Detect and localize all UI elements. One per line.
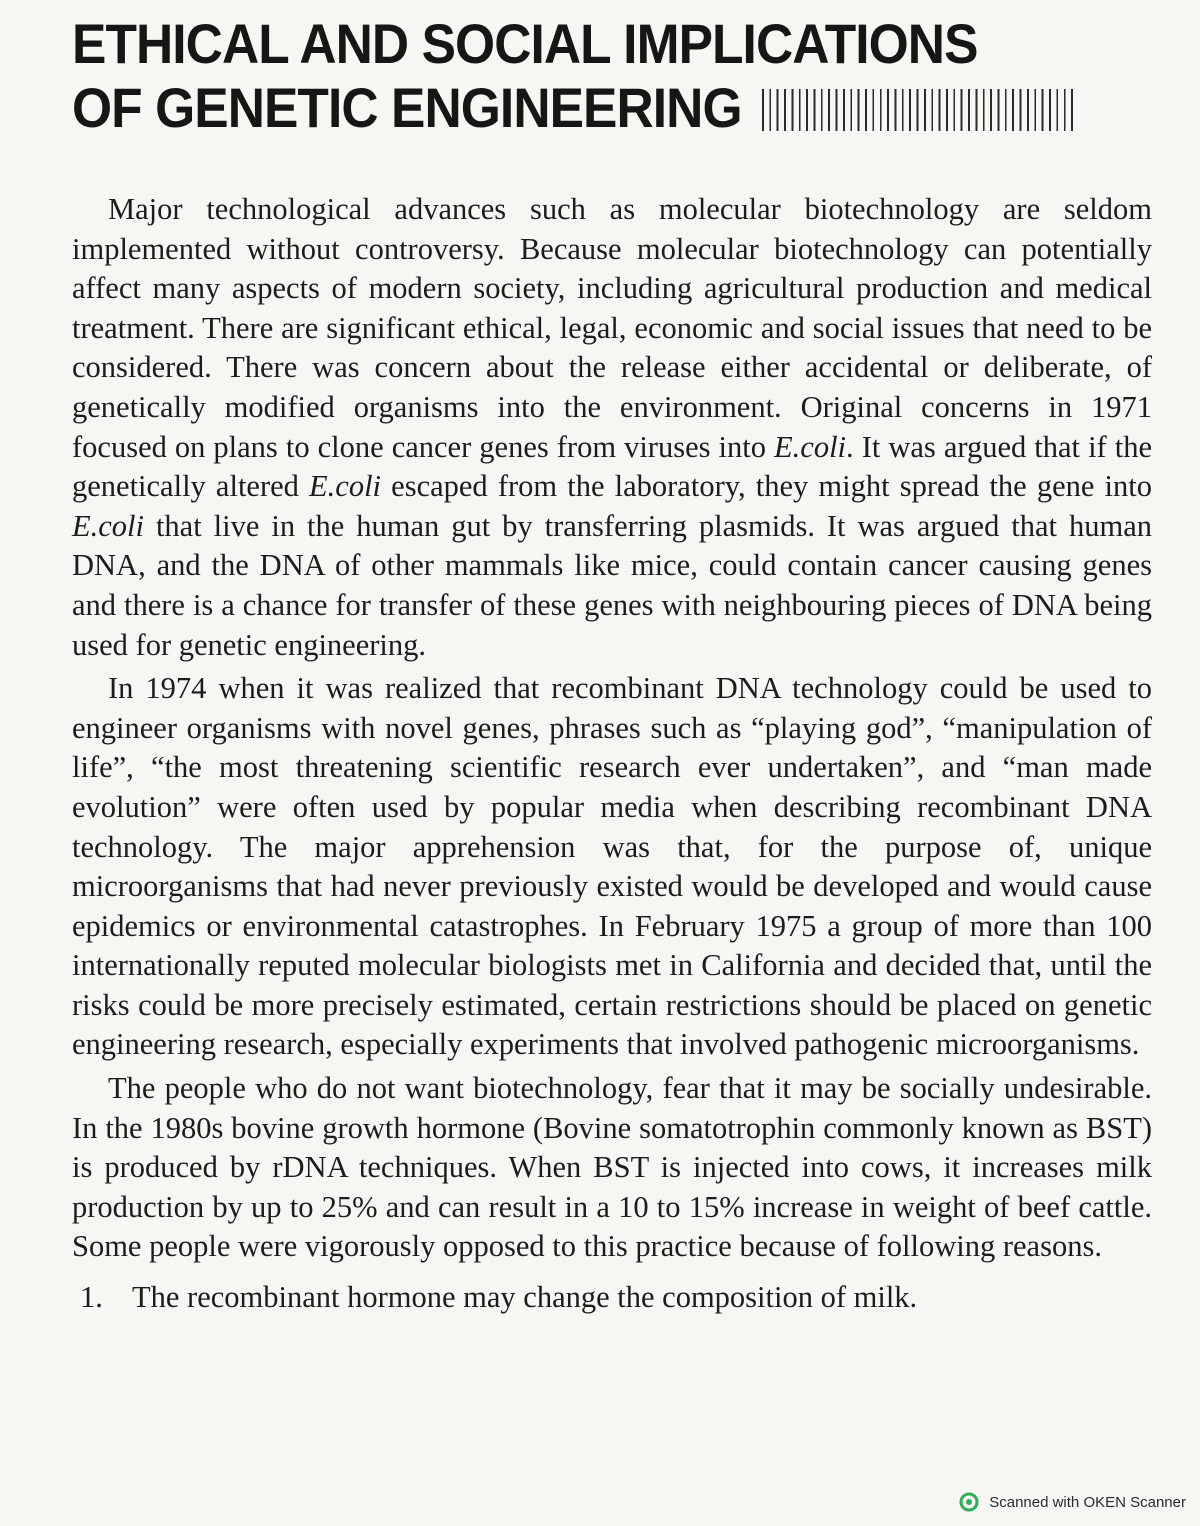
- watermark-text: Scanned with OKEN Scanner: [989, 1493, 1186, 1511]
- species-name: E.coli: [309, 469, 382, 504]
- paragraph-1-part-2: . It was argued that if the genetically altered: [72, 429, 1152, 504]
- title-line-2: OF GENETIC ENGINEERING: [72, 76, 742, 139]
- section-title: [72, 12, 1075, 140]
- list-item-number: 1.: [80, 1280, 103, 1315]
- paragraph-2: In 1974 when it was realized that recombinant DNA technology could be used to engineer organisms with novel genes, phrases such as “playing god”, “manipulation of life”, “the most threatening scientific research ever undertaken”, and “man made evolution” were often used by popular media when describing recombinant DNA technology. The major apprehension was that, for the purpose of, unique microorganisms that had never previously existed would be developed and would cause epidemics or environmental catastrophes. In February 1975 a group of more than 100 internationally reputed molecular biologists met in California and decided that, until the risks could be more precisely estimated, certain restrictions should be placed on genetic engineering research, especially experiments that involved pathogenic microorganisms.: [72, 671, 1152, 1062]
- list-item: [72, 1277, 1152, 1317]
- paragraph-1-part-4: that live in the human gut by transferring plasmids. It was argued that human DNA, and the DNA of other mammals like mice, could contain cancer causing genes and there is a chance for transfer of these genes with neighbouring pieces of DNA being used for genetic engineering.: [72, 508, 1152, 662]
- title-line-2-row: [72, 76, 1075, 140]
- title-line-1: ETHICAL AND SOCIAL IMPLICATIONS: [72, 12, 978, 75]
- paragraph-3: The people who do not want biotechnology, fear that it may be socially undesirable. In the 1980s bovine growth hormone (Bovine somatotrophin commonly known as BST) is produced by rDNA techniques. When BST is injected into cows, it increases milk production by up to 25% and can result in a 10 to 15% increase in weight of beef cattle. Some people were vigorously opposed to this practice because of following reasons.: [72, 1071, 1152, 1264]
- decorative-bars: [762, 89, 1075, 131]
- scanner-watermark: [959, 1492, 1186, 1512]
- species-name: E.coli: [72, 508, 144, 543]
- scanner-logo-icon: [959, 1492, 979, 1512]
- species-name: E.coli: [774, 429, 847, 464]
- paragraph-1-part-1: Major technological advances such as molecular biotechnology are seldom implemented without controversy. Because molecular biotechnology can potentially affect many aspects of modern society, including agricultural production and medical treatment. There are significant ethical, legal, economic and social issues that need to be considered. There was concern about the release either accidental or deliberate, of genetically modified organisms into the environment. Original concerns in 1971 focused on plans to clone cancer genes from viruses into: [72, 192, 1152, 464]
- paragraph-1-part-3: escaped from the laboratory, they might spread the gene into: [381, 469, 1152, 504]
- paragraph-1: [72, 190, 1152, 665]
- list-item-text: The recombinant hormone may change the composition of milk.: [132, 1280, 918, 1315]
- body-text: [72, 190, 1152, 1317]
